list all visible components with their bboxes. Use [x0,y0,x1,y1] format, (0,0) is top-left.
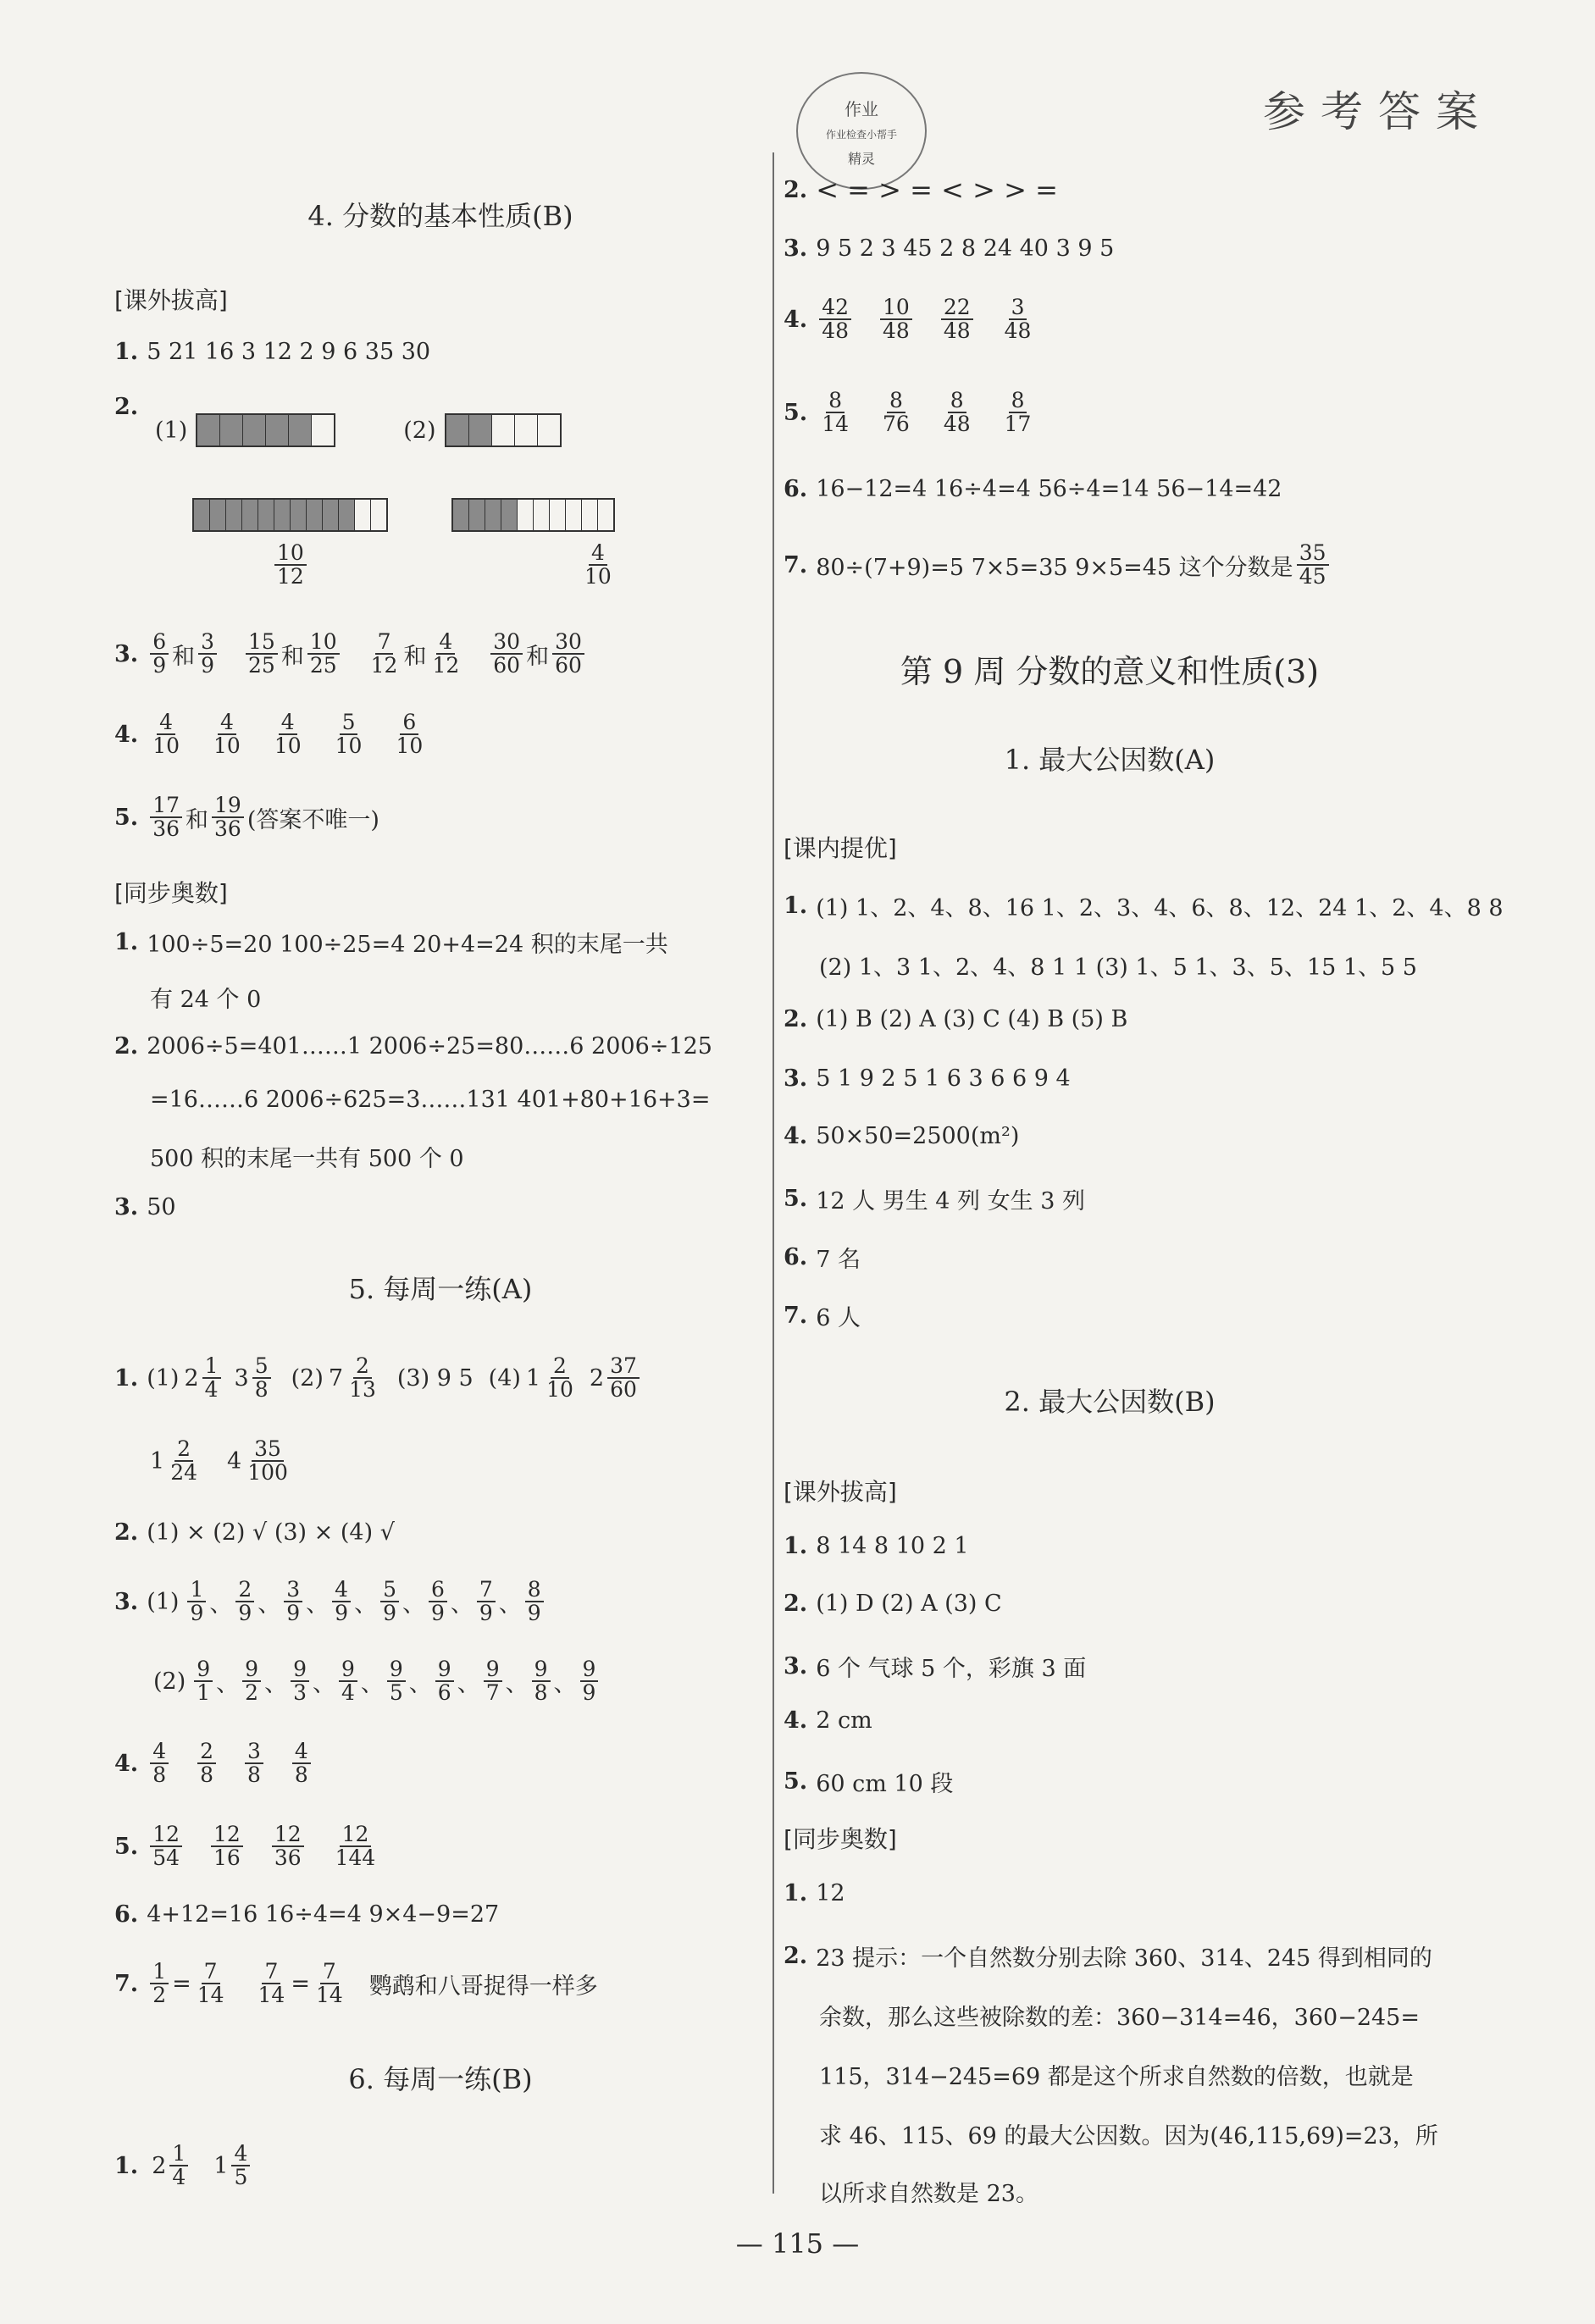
mixed-number: 7 $\frac{2}{13}$ [328,1353,376,1403]
answer-line: 2. 23 提示：一个自然数分别去除 360、314、245 得到相同的 [784,1943,1432,1972]
answer-line: 4. 2 cm [784,1707,872,1734]
answer-line: 3. (1) $\frac{1}{9}$ 、 $\frac{2}{9}$ 、 $\frac{3}{9}$ 、 $\frac{4}{9}$ 、 $\frac{5}{9}$ 、 $\frac{6}{9}$ 、 $\frac{7}{9}$ 、 $\frac{8}{9}$ [114,1579,547,1625]
mixed-number: 4 $\frac{35}{100}$ [227,1436,288,1486]
week-title: 第 9 周 分数的意义和性质(3) [900,653,1320,690]
answer-line: 7. $\frac{1}{2}$ = $\frac{7}{14}$ $\frac{7}{14}$ = $\frac{7}{14}$ 鹦鹉和八哥捉得一样多 [114,1959,598,2008]
answer-line: 1. (1) 1、2、4、8、16 1、2、3、4、6、8、12、24 1、2、4、8 8 [784,893,1504,921]
answer-line: 2. < = > = < > > = [784,174,1058,206]
fraction: $\frac{4}{12}$ [432,629,460,678]
fraction: $\frac{4}{10}$ [213,710,241,759]
section-tag: [课内提优] [784,834,897,862]
fraction: $\frac{19}{36}$ [212,794,244,841]
answer-line: 5. 12 人 男生 4 列 女生 3 列 [784,1186,1085,1215]
answer-line: 1. 12 [784,1880,845,1906]
section-title: 1. 最大公因数(A) [1004,744,1216,776]
mixed-number: 2 $\frac{1}{4}$ [184,1355,224,1402]
answer-line: 2. (1) B (2) A (3) C (4) B (5) B [784,1006,1128,1032]
bar-fifths [445,413,562,447]
section-tag: [同步奥数] [114,879,228,907]
mixed-number: 2 $\frac{37}{60}$ [590,1355,643,1402]
fraction: $\frac{4}{10}$ [274,710,302,759]
answer-line: 7. 6 人 [784,1303,861,1331]
answer-line: 3. 9 5 2 3 45 2 8 24 40 3 9 5 [784,235,1115,262]
section-tag: [同步奥数] [784,1825,897,1853]
answer-line: 5. 60 cm 10 段 [784,1768,954,1797]
mixed-number: 1 $\frac{2}{24}$ [150,1436,197,1486]
column-divider [773,152,774,2194]
fraction: $\frac{7}{12}$ [370,629,398,678]
answer-line: 1. 2 $\frac{1}{4}$ 1 $\frac{4}{5}$ [114,2143,258,2189]
answer-line: 6. 7 名 [784,1244,861,1273]
answer-line: 3. 5 1 9 2 5 1 6 3 6 6 9 4 [784,1065,1071,1092]
answer-line: 1. (1) 2 $\frac{1}{4}$ 3 $\frac{5}{8}$ (2) 7 $\frac{2}{13}$ (3) 9 5 (4) 1 $\frac{2}{10}$ 2 $\frac{37}{60}$ [114,1355,648,1402]
page-number: — 115 — [735,2227,860,2260]
fraction: $\frac{4}{10}$ [584,540,612,589]
answer-line: 7. 80÷(7+9)=5 7×5=35 9×5=45 这个分数是 $\frac{35}{45}$ [784,542,1332,589]
section-title: 4. 分数的基本性质(B) [307,200,573,232]
answer-line: 1. 5 21 16 3 12 2 9 6 35 30 [114,339,431,365]
left-column: 4. 分数的基本性质(B) [课外拔高] 1. 5 21 16 3 12 2 9 6 35 30 2. (1) (2) $\frac{10}{12}$ $\frac{4}{10}$ 3. $\frac{6}{9}$ 和 $\frac{3}{9}$ $\frac{15}{25}$ 和 $\frac{10}{25}$ $\frac{7}{12}$ 和 $\frac{4}{12}$ $\frac{30}{60}$ 和 $\frac{30}{60}$ 4. $\frac{4}{10}$ $\frac{4}{10}$ $\frac{4}{10}$ $\frac{5}{10}$ $\frac{6}{10}$ 5. $\frac{17}{36}$ 和 $\frac{19}{36}$ (答案不唯一) [同步奥数] 1. 100÷5=20 100÷25=4 20+4=24 积的末尾一共 有 24 个 0 2. 2006÷5=401……1 2006÷25=80……6 2006÷125 =16……6 2006÷625=3……131 401+80+16+3= 500 积的末尾一共有 500 个 0 3. 50 5. 每周一练(A) 1. (1) 2 $\frac{1}{4}$ 3 $\frac{5}{8}$ (2) 7 $\frac{2}{13}$ (3) 9 5 (4) 1 $\frac{2}{10}$ 2 $\frac{37}{60}$ 1 $\frac{2}{24}$ 4 $\frac{35}{100}$ 2. (1) × (2) √ (3) × (4) √ 3. (1) $\frac{1}{9}$ 、 $\frac{2}{9}$ 、 $\frac{3}{9}$ 、 $\frac{4}{9}$ 、 $\frac{5}{9}$ 、 $\frac{6}{9}$ 、 $\frac{7}{9}$ 、 $\frac{8}{9}$ (2) $\frac{9}{1}$ 、 $\frac{9}{2}$ 、 $\frac{9}{3}$ 、 $\frac{9}{4}$ 、 $\frac{9}{5}$ 、 $\frac{9}{6}$ 、 $\frac{9}{7}$ 、 $\frac{9}{8}$ 、 $\frac{9}{9}$ 4. $\frac{4}{8}$ $\frac{2}{8}$ $\frac{3}{8}$ $\frac{4}{8}$ 5. $\frac{12}{54}$ $\frac{12}{16}$ $\frac{12}{36}$ $\frac{12}{144}$ 6. 4+12=16 16÷4=4 9×4−9=27 7. $\frac{1}{2}$ = $\frac{7}{14}$ $\frac{7}{14}$ = $\frac{7}{14}$ 鹦鹉和八哥捉得一样多 6. 每周一练(B) 1. 2 $\frac{1}{4}$ 1 $\frac{4}{5}$ [114,0,767,2211]
answer-line: 1. 100÷5=20 100÷25=4 20+4=24 积的末尾一共 [114,929,668,958]
answer-line: 2. [114,394,139,420]
fraction: $\frac{17}{36}$ [150,794,182,841]
answer-line: 4. 50×50=2500(m²) [784,1123,1020,1149]
fraction: $\frac{30}{60}$ [552,631,584,678]
homework-stamp-logo: 作业 作业检查小帮手 精灵 [796,72,927,190]
fraction-bar-diagram [192,498,615,532]
bar-twelfths [192,498,388,532]
section-title: 6. 每周一练(B) [348,2063,533,2095]
fraction-bar-diagram: (1) (2) [155,413,562,447]
answer-line: 6. 4+12=16 16÷4=4 9×4−9=27 [114,1901,500,1928]
answer-line: 5. $\frac{17}{36}$ 和 $\frac{19}{36}$ (答案不唯一) [114,793,379,842]
answer-line: 4. $\frac{42}{48}$ $\frac{10}{48}$ $\frac{22}{48}$ $\frac{3}{48}$ [784,295,1032,344]
answer-line: 1. 8 14 8 10 2 1 [784,1533,969,1559]
answer-line: 2. (1) D (2) A (3) C [784,1591,1002,1617]
fraction: $\frac{5}{10}$ [335,710,363,759]
section-tag: [课外拔高] [784,1478,897,1506]
bar-tenths [451,498,615,532]
fraction: $\frac{6}{9}$ [150,631,169,678]
section-tag: [课外拔高] [114,286,228,314]
answer-line: 4. $\frac{4}{8}$ $\frac{2}{8}$ $\frac{3}{8}$ $\frac{4}{8}$ [114,1740,314,1787]
bar-sixths [196,413,335,447]
answer-line: 5. $\frac{8}{14}$ $\frac{8}{76}$ $\frac{8}{48}$ $\frac{8}{17}$ [784,388,1032,437]
answer-line: 3. 6 个 气球 5 个，彩旗 3 面 [784,1653,1087,1682]
answer-line: 2. (1) × (2) √ (3) × (4) √ [114,1519,395,1546]
fraction: $\frac{10}{12}$ [274,542,307,589]
fraction: $\frac{15}{25}$ [246,631,278,678]
answer-line: 4. $\frac{4}{10}$ $\frac{4}{10}$ $\frac{4}{10}$ $\frac{5}{10}$ $\frac{6}{10}$ [114,711,429,758]
answer-line: 3. $\frac{6}{9}$ 和 $\frac{3}{9}$ $\frac{15}{25}$ 和 $\frac{10}{25}$ $\frac{7}{12}$ 和 $\frac{4}{12}$ $\frac{30}{60}$ 和 $\frac{30}{60}$ [114,631,588,678]
right-column: 2. < = > = < > > = 3. 9 5 2 3 45 2 8 24 40 3 9 5 4. $\frac{42}{48}$ $\frac{10}{48}$ $\frac{22}{48}$ $\frac{3}{48}$ 5. $\frac{8}{14}$ $\frac{8}{76}$ $\frac{8}{48}$ $\frac{8}{17}$ 6. 16−12=4 16÷4=4 56÷4=14 56−14=42 7. 80÷(7+9)=5 7×5=35 9×5=45 这个分数是 $\frac{35}{45}$ 第 9 周 分数的意义和性质(3) 1. 最大公因数(A) [课内提优] 1. (1) 1、2、4、8、16 1、2、3、4、6、8、12、24 1、2、4、8 8 (2) 1、3 1、2、4、8 1 1 (3) 1、5 1、3、5、15 1、5 5 2. (1) B (2) A (3) C (4) B (5) B 3. 5 1 9 2 5 1 6 3 6 6 9 4 4. 50×50=2500(m²) 5. 12 人 男生 4 列 女生 3 列 6. 7 名 7. 6 人 2. 最大公因数(B) [课外拔高] 1. 8 14 8 10 2 1 2. (1) D (2) A (3) C 3. 6 个 气球 5 个，彩旗 3 面 4. 2 cm 5. 60 cm 10 段 [同步奥数] 1. 12 2. 23 提示：一个自然数分别去除 360、314、245 得到相同的 余数，那么这些被除数的差：360−314=46，360−245= 115，314−245=69 都是这个所求自然数的倍数，也就是 求 46、115、69 的最大公因数。因为(46,115,69)=23，所 以所求自然数是 23。 [784,174,1504,2207]
section-title: 5. 每周一练(A) [348,1273,533,1305]
answer-line: 6. 16−12=4 16÷4=4 56÷4=14 56−14=42 [784,476,1282,502]
fraction: $\frac{3}{9}$ [198,631,217,678]
fraction: $\frac{10}{25}$ [307,631,340,678]
answer-key-title: 参考答案 [1263,87,1493,136]
fraction: $\frac{6}{10}$ [396,710,424,759]
fraction: $\frac{4}{10}$ [152,710,180,759]
section-title: 2. 最大公因数(B) [1004,1386,1216,1418]
mixed-number: 3 $\frac{5}{8}$ [235,1355,274,1402]
mixed-number: 1 $\frac{2}{10}$ [525,1353,573,1403]
answer-line: 5. $\frac{12}{54}$ $\frac{12}{16}$ $\frac{12}{36}$ $\frac{12}{144}$ [114,1822,376,1871]
answer-line: 3. 50 [114,1194,176,1220]
answer-line: 2. 2006÷5=401……1 2006÷25=80……6 2006÷125 [114,1033,712,1060]
fraction: $\frac{30}{60}$ [490,631,523,678]
